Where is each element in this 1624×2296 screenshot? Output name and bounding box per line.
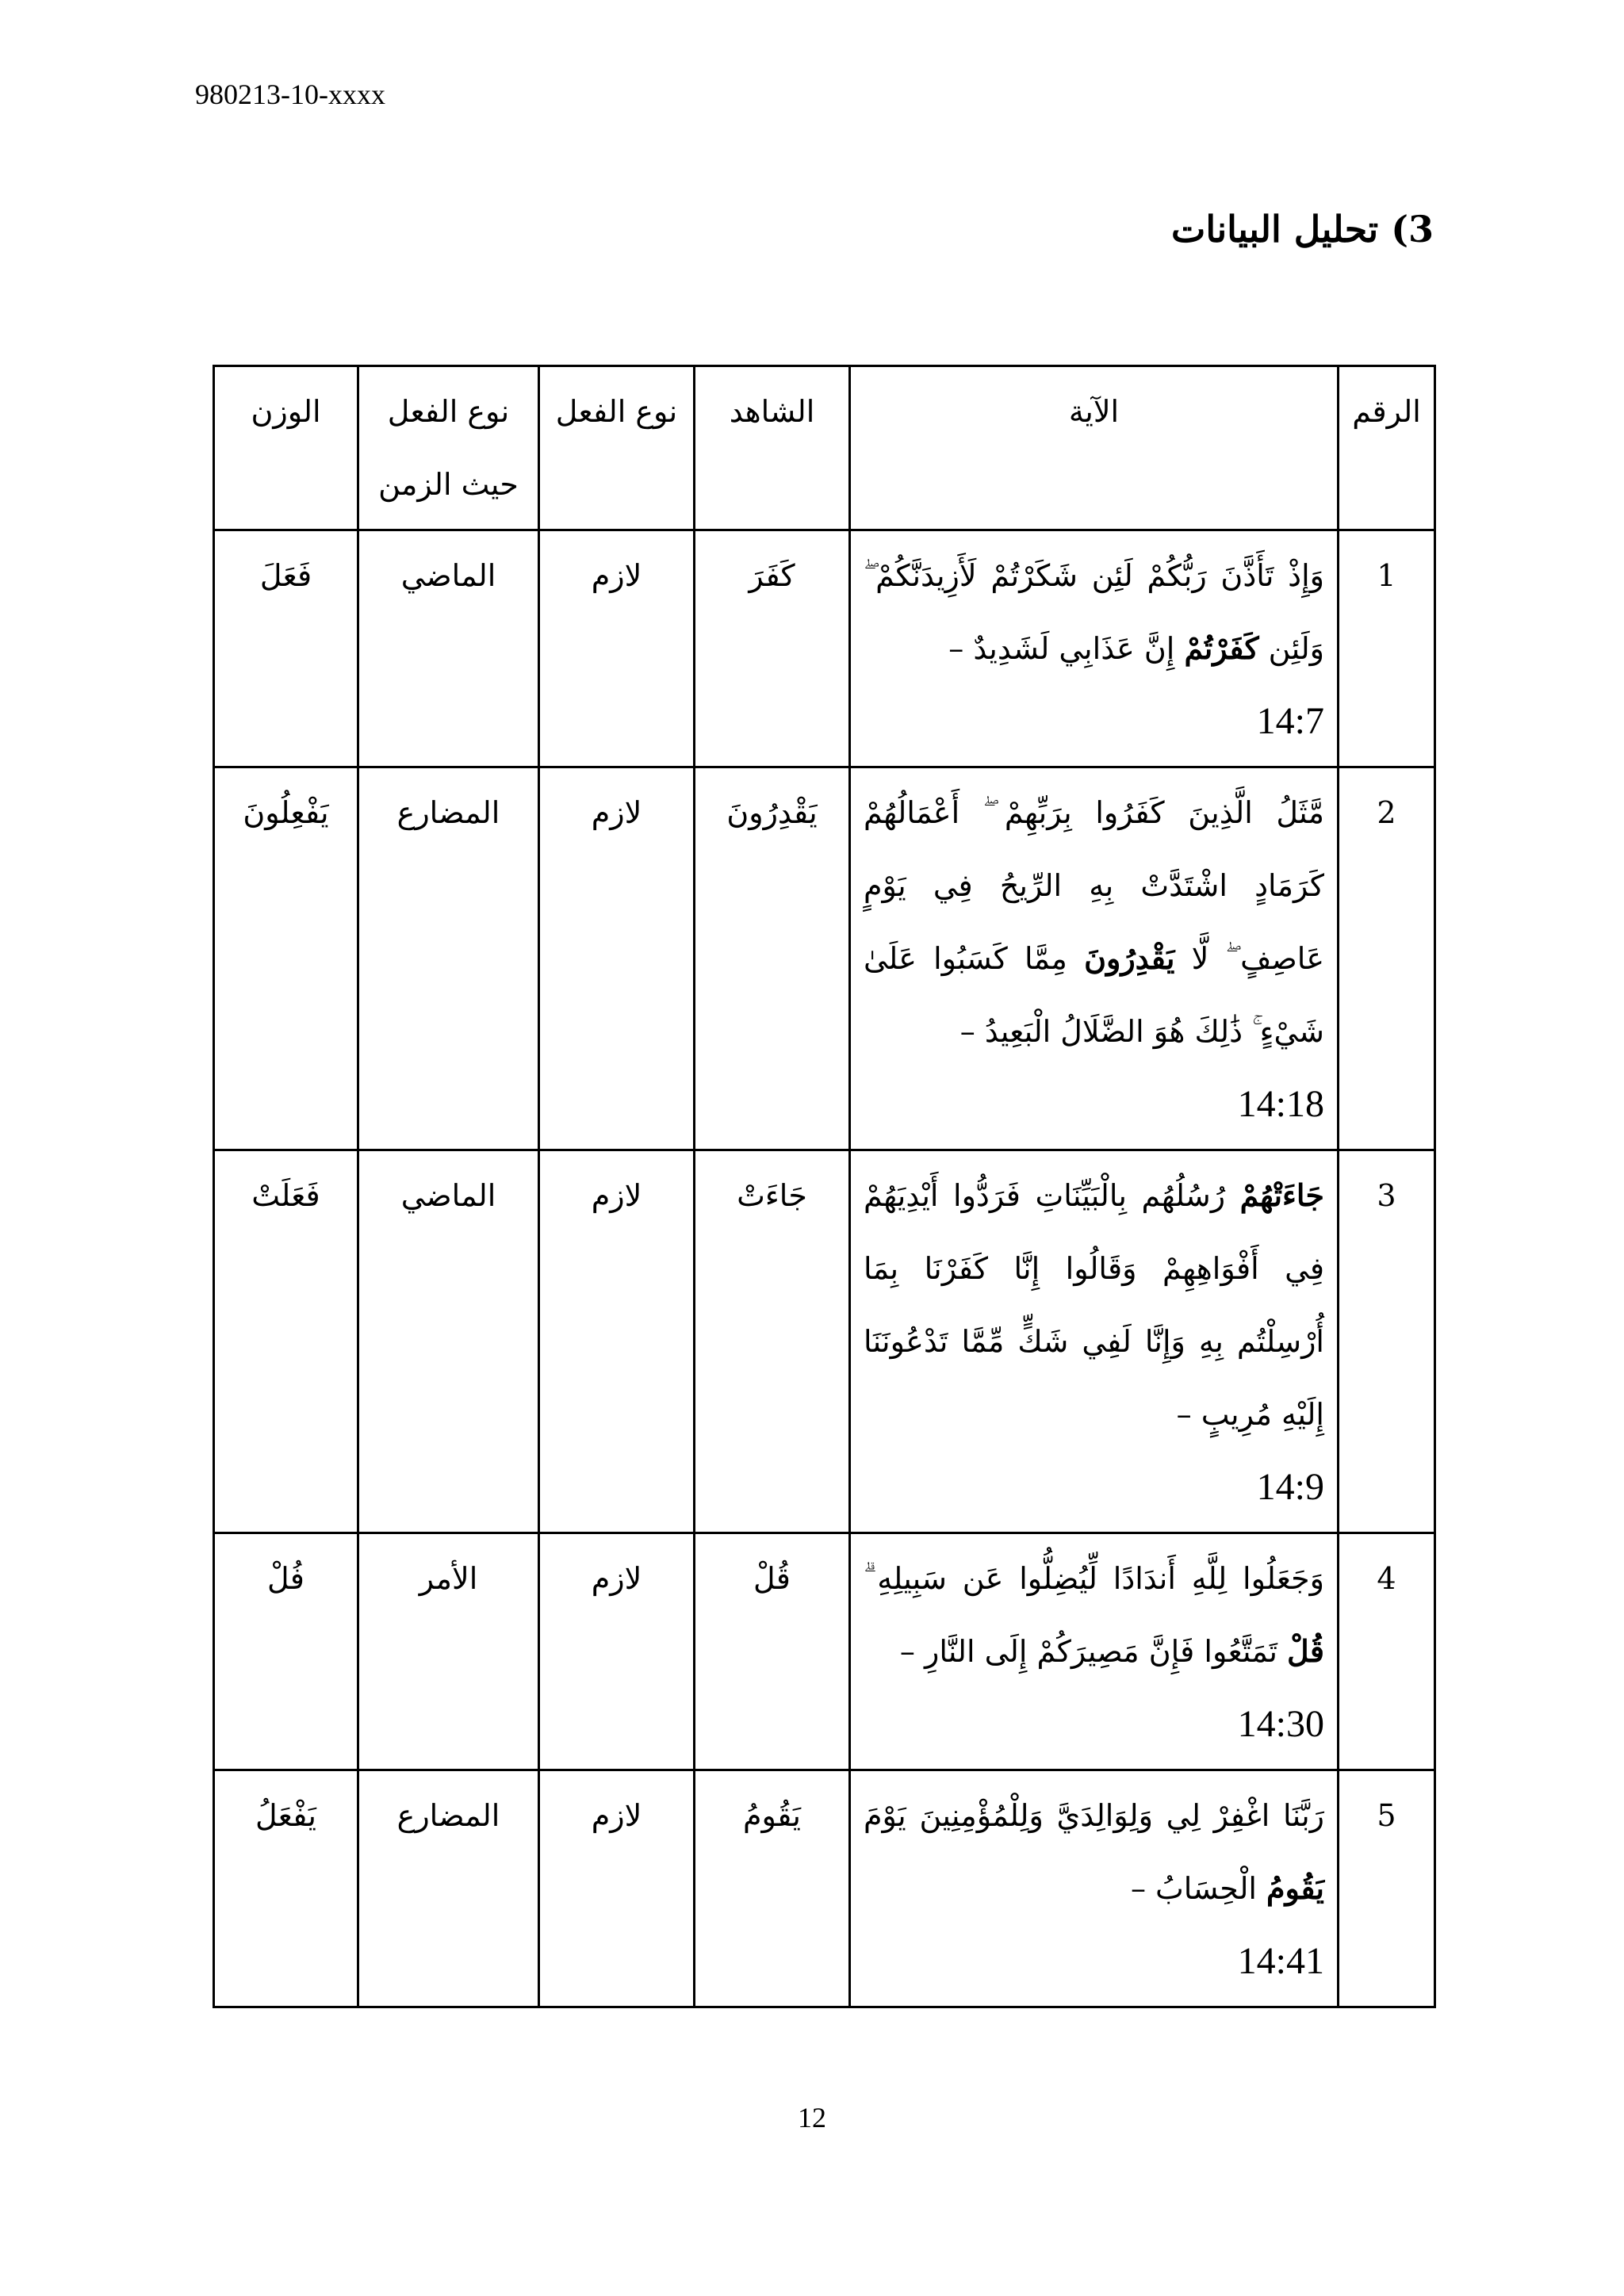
row-tense: الماضي <box>358 530 539 767</box>
verse-text-bold: كَفَرْتُمْ <box>1184 630 1259 666</box>
verse-text-after: مِمَّا كَسَبُوا عَلَىٰ شَيْءٍ ۚ ذَٰلِكَ هُوَ الضَّلَالُ الْبَعِيدُ – <box>864 941 1324 1049</box>
verse-text-bold: يَقْدِرُونَ <box>1084 940 1175 976</box>
row-number: 2 <box>1339 767 1435 1150</box>
row-verse <box>850 1150 1339 1533</box>
section-heading: 3) تحليل البيانات <box>1171 208 1434 251</box>
row-tense: الأمر <box>358 1533 539 1770</box>
table-body <box>214 530 1435 2007</box>
row-tense: الماضي <box>358 1150 539 1533</box>
row-number: 4 <box>1339 1533 1435 1770</box>
table-header-row <box>214 366 1435 530</box>
row-verb-type: لازم <box>539 1533 695 1770</box>
header-verb-type-time-line1: نوع الفعل <box>387 394 510 429</box>
row-pattern: يَفْعِلُونَ <box>214 767 358 1150</box>
verse-text-before: رَبَّنَا اغْفِرْ لِي وَلِوَالِدَيَّ وَلِلْمُؤْمِنِينَ يَوْمَ <box>864 1798 1324 1833</box>
row-verse <box>850 767 1339 1150</box>
verse-text-after: الْحِسَابُ – <box>1130 1871 1267 1906</box>
row-verse <box>850 1533 1339 1770</box>
table-row <box>214 767 1435 1150</box>
header-evidence: الشاهد <box>695 366 850 530</box>
row-evidence: جَاءَتْ <box>695 1150 850 1533</box>
row-evidence: قُلْ <box>695 1533 850 1770</box>
verse-text-after: تَمَتَّعُوا فَإِنَّ مَصِيرَكُمْ إِلَى النَّارِ – <box>899 1634 1288 1669</box>
verse-text-before: وَإِذْ تَأَذَّنَ رَبُّكُمْ لَئِن شَكَرْتُمْ لَأَزِيدَنَّكُمْ ۖ وَلَئِن <box>864 558 1324 666</box>
row-pattern: فَعَلَتْ <box>214 1150 358 1533</box>
document-id: 980213-10-xxxx <box>195 78 385 110</box>
verse-reference: 14:41 <box>1237 1940 1324 1982</box>
verse-text-after: رُسُلُهُم بِالْبَيِّنَاتِ فَرَدُّوا أَيْدِيَهُمْ فِي أَفْوَاهِهِمْ وَقَالُوا إِنَّا كَفَرْنَا بِمَا أُرْسِلْتُم بِهِ وَإِنَّا لَفِي شَكٍّ مِّمَّا تَدْعُونَنَا إِلَيْهِ مُرِيبٍ – <box>864 1178 1324 1432</box>
verse-text-bold: جَاءَتْهُمْ <box>1239 1177 1324 1213</box>
verse-reference: 14:18 <box>1237 1083 1324 1125</box>
verse-text-before: وَجَعَلُوا لِلَّهِ أَندَادًا لِّيُضِلُّوا عَن سَبِيلِهِ ۗ <box>864 1561 1324 1596</box>
table-row <box>214 530 1435 767</box>
header-pattern: الوزن <box>214 366 358 530</box>
analysis-table <box>213 365 1436 2008</box>
verse-text-before: مَّثَلُ الَّذِينَ كَفَرُوا بِرَبِّهِمْ ۖ أَعْمَالُهُمْ كَرَمَادٍ اشْتَدَّتْ بِهِ الرِّيحُ فِي يَوْمٍ عَاصِفٍ ۖ لَّا <box>864 795 1324 976</box>
header-verb-type-time <box>358 366 539 530</box>
row-verse <box>850 1770 1339 2007</box>
header-verb-type-time-line2: حيث الزمن <box>378 467 519 502</box>
table-row <box>214 1533 1435 1770</box>
row-verb-type: لازم <box>539 1150 695 1533</box>
verse-text-after: إِنَّ عَذَابِي لَشَدِيدٌ – <box>948 631 1185 666</box>
row-evidence: كَفَرَ <box>695 530 850 767</box>
verse-text-bold: يَقُومُ <box>1266 1870 1324 1906</box>
row-number: 5 <box>1339 1770 1435 2007</box>
row-number: 3 <box>1339 1150 1435 1533</box>
table-row <box>214 1150 1435 1533</box>
row-pattern: فَعَلَ <box>214 530 358 767</box>
header-verb-type: نوع الفعل <box>539 366 695 530</box>
row-pattern: فُلْ <box>214 1533 358 1770</box>
row-number: 1 <box>1339 530 1435 767</box>
header-number: الرقم <box>1339 366 1435 530</box>
row-verse <box>850 530 1339 767</box>
row-evidence: يَقْدِرُونَ <box>695 767 850 1150</box>
row-tense: المضارع <box>358 767 539 1150</box>
row-evidence: يَقُومُ <box>695 1770 850 2007</box>
row-verb-type: لازم <box>539 1770 695 2007</box>
verse-reference: 14:9 <box>1256 1466 1324 1508</box>
page-number: 12 <box>798 2102 826 2133</box>
verse-reference: 14:30 <box>1237 1703 1324 1745</box>
row-verb-type: لازم <box>539 767 695 1150</box>
row-verb-type: لازم <box>539 530 695 767</box>
verse-reference: 14:7 <box>1256 700 1324 742</box>
verse-text-bold: قُلْ <box>1287 1633 1324 1669</box>
table-row <box>214 1770 1435 2007</box>
row-tense: المضارع <box>358 1770 539 2007</box>
row-pattern: يَفْعَلُ <box>214 1770 358 2007</box>
header-verse: الآية <box>850 366 1339 530</box>
